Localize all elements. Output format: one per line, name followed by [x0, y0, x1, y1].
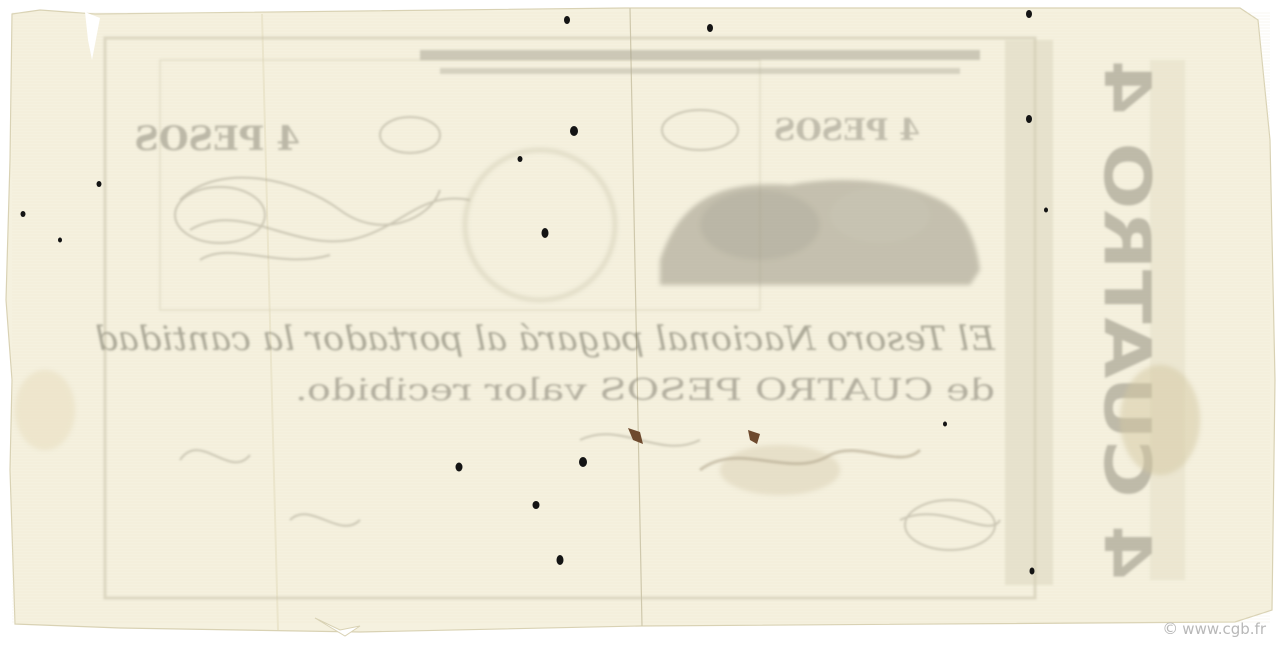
obligation-line-1: El Tesoro Nacional pagará al portador la cantidad: [95, 319, 997, 359]
side-panel: [1005, 40, 1185, 585]
watermark-text: www.cgb.fr: [1182, 619, 1266, 638]
denomination-mirrored-left: 4 PESOS: [134, 119, 300, 159]
copyright-icon: ©: [1162, 619, 1179, 638]
denomination-mirrored-right: 4 PESOS: [773, 113, 920, 148]
obligation-line-2: de CUATRO PESOS valor recibido.: [295, 373, 995, 408]
watermark: [1162, 619, 1266, 638]
side-panel-text: 4 CUATRO 4: [1089, 157, 1163, 580]
